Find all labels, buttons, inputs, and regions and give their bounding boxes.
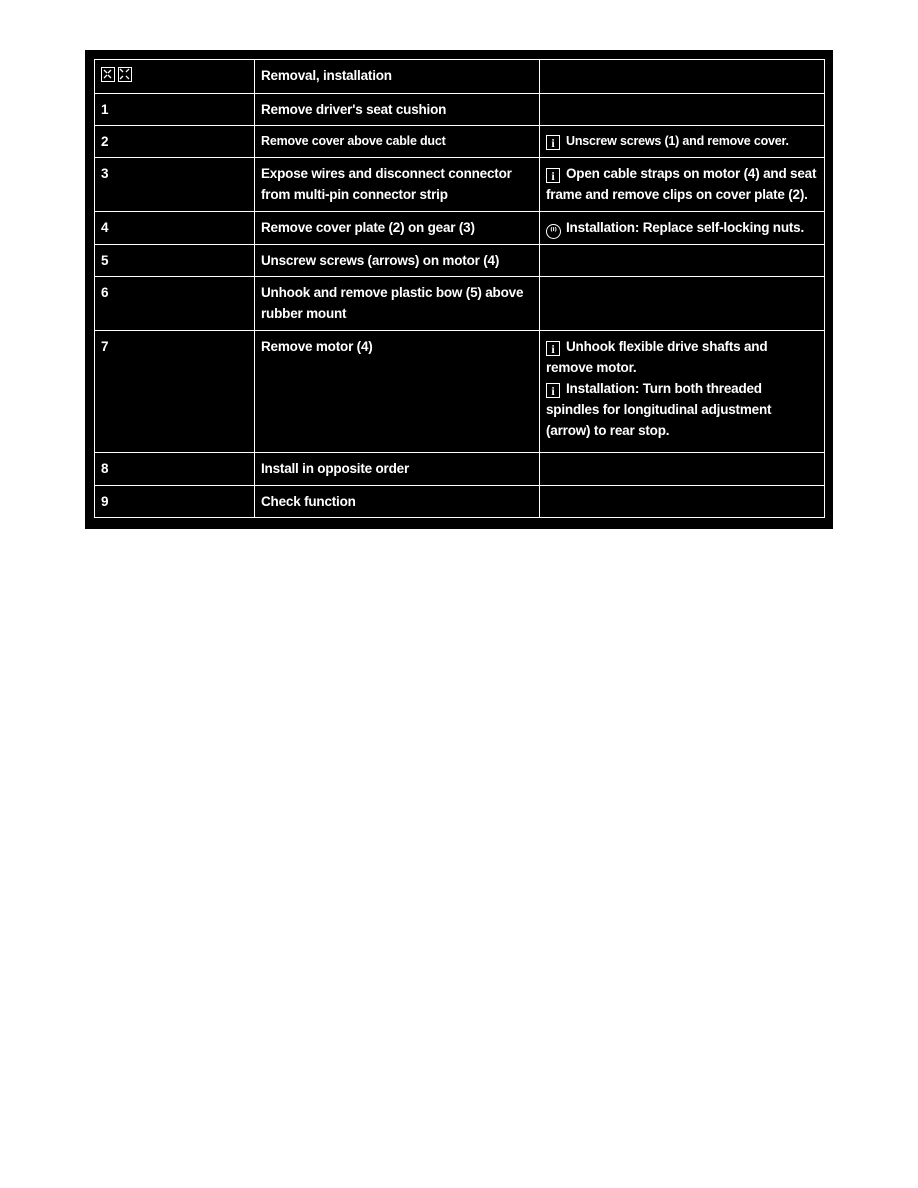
step-number: 6	[95, 277, 255, 331]
procedure-table	[94, 59, 825, 518]
step-note-line: i Installation: Turn both threaded	[546, 378, 820, 399]
step-action-line: Unhook and remove plastic bow (5) above	[261, 285, 524, 300]
step-note	[540, 277, 825, 331]
step-note-line: i Unhook flexible drive shafts and	[546, 336, 820, 357]
header-icons-cell	[95, 60, 255, 94]
table-row	[95, 158, 825, 212]
step-action-line: rubber mount	[261, 306, 347, 321]
step-number: 8	[95, 453, 255, 486]
installation-icon	[118, 67, 132, 82]
step-note	[540, 331, 825, 453]
step-note	[540, 158, 825, 212]
step-action	[255, 158, 540, 212]
step-note	[540, 486, 825, 518]
step-action-line: Expose wires and disconnect connector	[261, 166, 512, 181]
table-row	[95, 486, 825, 518]
step-note	[540, 212, 825, 245]
table-row	[95, 94, 825, 126]
step-action: Remove cover plate (2) on gear (3)	[255, 212, 540, 245]
step-note-text: Installation: Replace self-locking nuts.	[566, 220, 805, 235]
step-action: Unscrew screws (arrows) on motor (4)	[255, 245, 540, 277]
step-number: 9	[95, 486, 255, 518]
info-icon: i	[546, 168, 560, 183]
torque-icon: ⁽ⁱ⁾	[546, 224, 561, 239]
info-icon: i	[546, 341, 560, 356]
step-action: Check function	[255, 486, 540, 518]
step-number: 5	[95, 245, 255, 277]
step-number: 1	[95, 94, 255, 126]
table-row	[95, 453, 825, 486]
step-number: 3	[95, 158, 255, 212]
table-header-row	[95, 60, 825, 94]
info-icon: i	[546, 135, 560, 150]
step-note-text: Unscrew screws (1) and remove cover.	[566, 134, 789, 148]
step-note-line: i Open cable straps on motor (4) and seat	[546, 163, 820, 184]
table-row	[95, 245, 825, 277]
step-action	[255, 277, 540, 331]
step-number: 7	[95, 331, 255, 453]
step-action-line: from multi-pin connector strip	[261, 187, 448, 202]
step-action: Remove motor (4)	[255, 331, 540, 453]
step-number: 4	[95, 212, 255, 245]
step-note-line: remove motor.	[546, 360, 637, 375]
step-note-line: frame and remove clips on cover plate (2).	[546, 187, 808, 202]
table-row	[95, 277, 825, 331]
header-notes-cell	[540, 60, 825, 94]
step-note	[540, 126, 825, 158]
step-note-line: (arrow) to rear stop.	[546, 423, 670, 438]
step-note	[540, 94, 825, 126]
step-number: 2	[95, 126, 255, 158]
step-action: Remove cover above cable duct	[255, 126, 540, 158]
step-note-line: spindles for longitudinal adjustment	[546, 402, 772, 417]
procedure-panel	[85, 50, 833, 529]
step-action: Install in opposite order	[255, 453, 540, 486]
info-icon: i	[546, 383, 560, 398]
removal-icon	[101, 67, 115, 82]
table-row	[95, 212, 825, 245]
step-note	[540, 453, 825, 486]
table-row	[95, 126, 825, 158]
step-action: Remove driver's seat cushion	[255, 94, 540, 126]
step-note	[540, 245, 825, 277]
table-row	[95, 331, 825, 453]
header-title: Removal, installation	[255, 60, 540, 94]
